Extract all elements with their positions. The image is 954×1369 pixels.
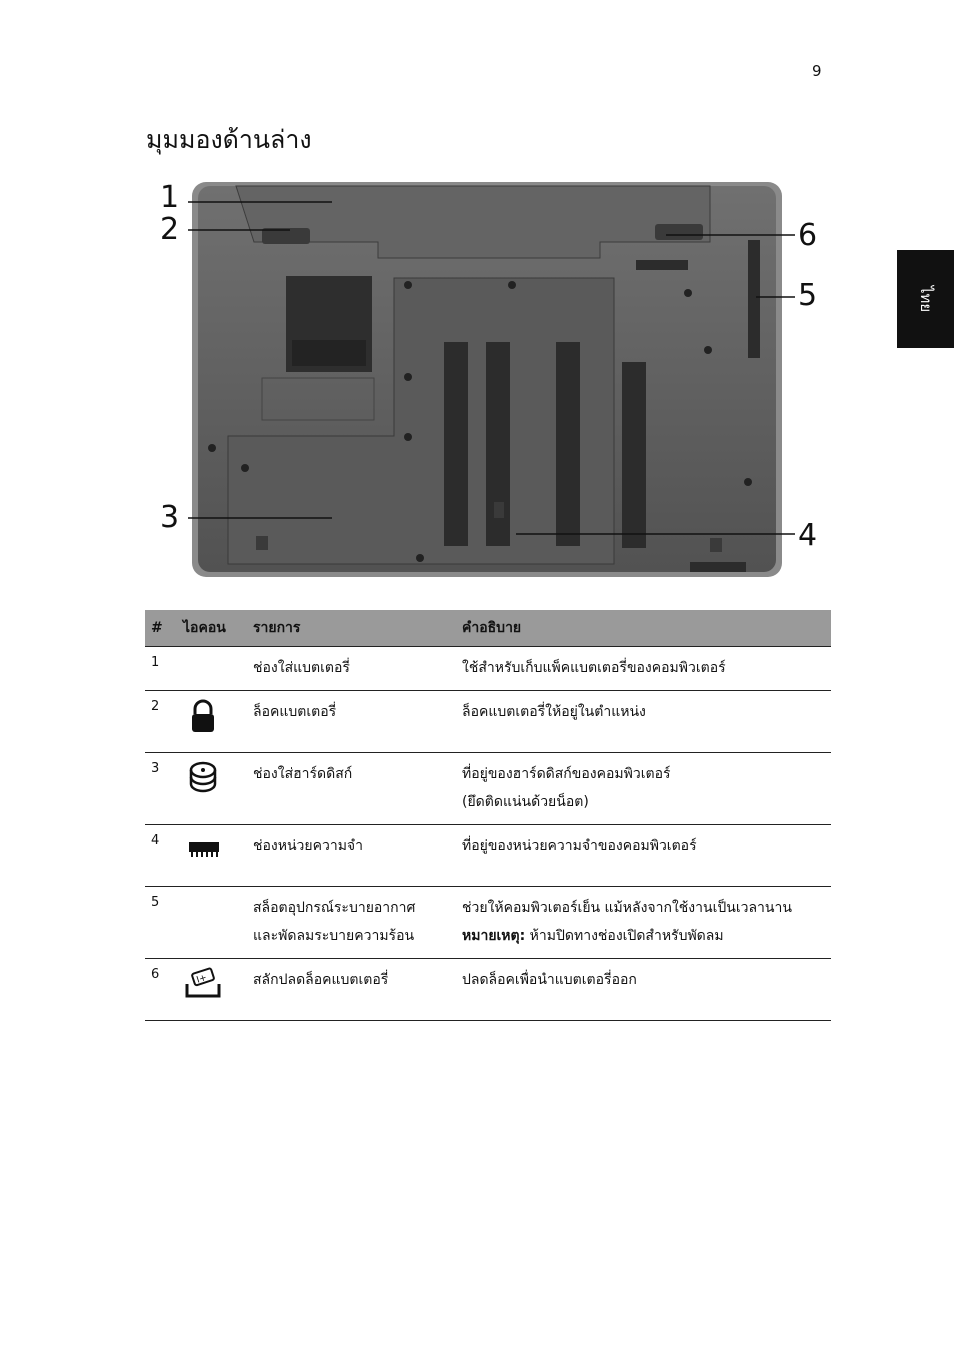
language-tab xyxy=(897,250,954,348)
row-icon-cell xyxy=(177,959,247,1021)
parts-table xyxy=(145,610,831,1021)
row-description: ช่วยให้คอมพิวเตอร์เย็น แม้หลังจากใช้งานเป็นเวลานาน xyxy=(462,900,792,916)
row-description-cell xyxy=(456,887,831,959)
row-item-cell xyxy=(247,887,456,959)
row-number: 4 xyxy=(145,825,177,887)
table-row xyxy=(145,753,831,825)
row-description: ล็อคแบตเตอรี่ให้อยู่ในตำแหน่ง xyxy=(456,691,831,753)
row-icon-cell xyxy=(177,753,247,825)
hard-disk-icon xyxy=(183,760,223,796)
row-item-line2: และพัดลมระบายความร้อน xyxy=(253,928,415,944)
row-item: สล็อตอุปกรณ์ระบายอากาศ xyxy=(253,900,416,916)
row-icon-cell xyxy=(177,647,247,691)
table-row xyxy=(145,647,831,691)
row-number: 6 xyxy=(145,959,177,1021)
laptop-bottom-illustration xyxy=(150,172,840,592)
row-icon-cell xyxy=(177,887,247,959)
row-item: ช่องใส่ฮาร์ดดิสก์ xyxy=(247,753,456,825)
table-row xyxy=(145,825,831,887)
header-item: รายการ xyxy=(247,610,456,647)
svg-text:I+: I+ xyxy=(195,972,209,986)
header-description: คำอธิบาย xyxy=(456,610,831,647)
row-item: สลักปลดล็อคแบตเตอรี่ xyxy=(247,959,456,1021)
page-number: 9 xyxy=(812,62,822,80)
row-description-note: (ยึดติดแน่นด้วยน็อต) xyxy=(462,794,589,810)
note-label: หมายเหตุ: xyxy=(462,928,526,944)
callout-1: 1 xyxy=(160,180,180,215)
row-description: ที่อยู่ของฮาร์ดดิสก์ของคอมพิวเตอร์ xyxy=(462,766,671,782)
row-number: 2 xyxy=(145,691,177,753)
row-note xyxy=(462,922,831,950)
language-tab-label: ไทย xyxy=(916,285,935,313)
callout-4: 4 xyxy=(798,518,818,553)
row-description: ปลดล็อคเพื่อนำแบตเตอรี่ออก xyxy=(456,959,831,1021)
row-description: ใช้สำหรับเก็บแพ็คแบตเตอรี่ของคอมพิวเตอร์ xyxy=(456,647,831,691)
lock-icon xyxy=(183,698,223,734)
table-row xyxy=(145,691,831,753)
row-number: 1 xyxy=(145,647,177,691)
callout-5: 5 xyxy=(798,278,818,313)
callout-6: 6 xyxy=(798,218,818,253)
row-item: ช่องใส่แบตเตอรี่ xyxy=(247,647,456,691)
table-header-row xyxy=(145,610,831,647)
row-number: 5 xyxy=(145,887,177,959)
header-number: # xyxy=(145,610,177,647)
header-icon: ไอคอน xyxy=(177,610,247,647)
row-item: ล็อคแบตเตอรี่ xyxy=(247,691,456,753)
laptop-bottom-figure xyxy=(150,172,840,592)
row-item: ช่องหน่วยความจำ xyxy=(247,825,456,887)
battery-release-icon xyxy=(183,966,223,1002)
memory-icon xyxy=(183,832,223,868)
table-row xyxy=(145,959,831,1021)
row-icon-cell xyxy=(177,691,247,753)
row-description: ที่อยู่ของหน่วยความจำของคอมพิวเตอร์ xyxy=(456,825,831,887)
page-title: มุมมองด้านล่าง xyxy=(146,125,312,154)
row-icon-cell xyxy=(177,825,247,887)
note-text: ห้ามปิดทางช่องเปิดสำหรับพัดลม xyxy=(525,928,724,944)
callout-2: 2 xyxy=(160,212,180,247)
callout-3: 3 xyxy=(160,500,180,535)
row-number: 3 xyxy=(145,753,177,825)
table-row xyxy=(145,887,831,959)
row-description-cell xyxy=(456,753,831,825)
